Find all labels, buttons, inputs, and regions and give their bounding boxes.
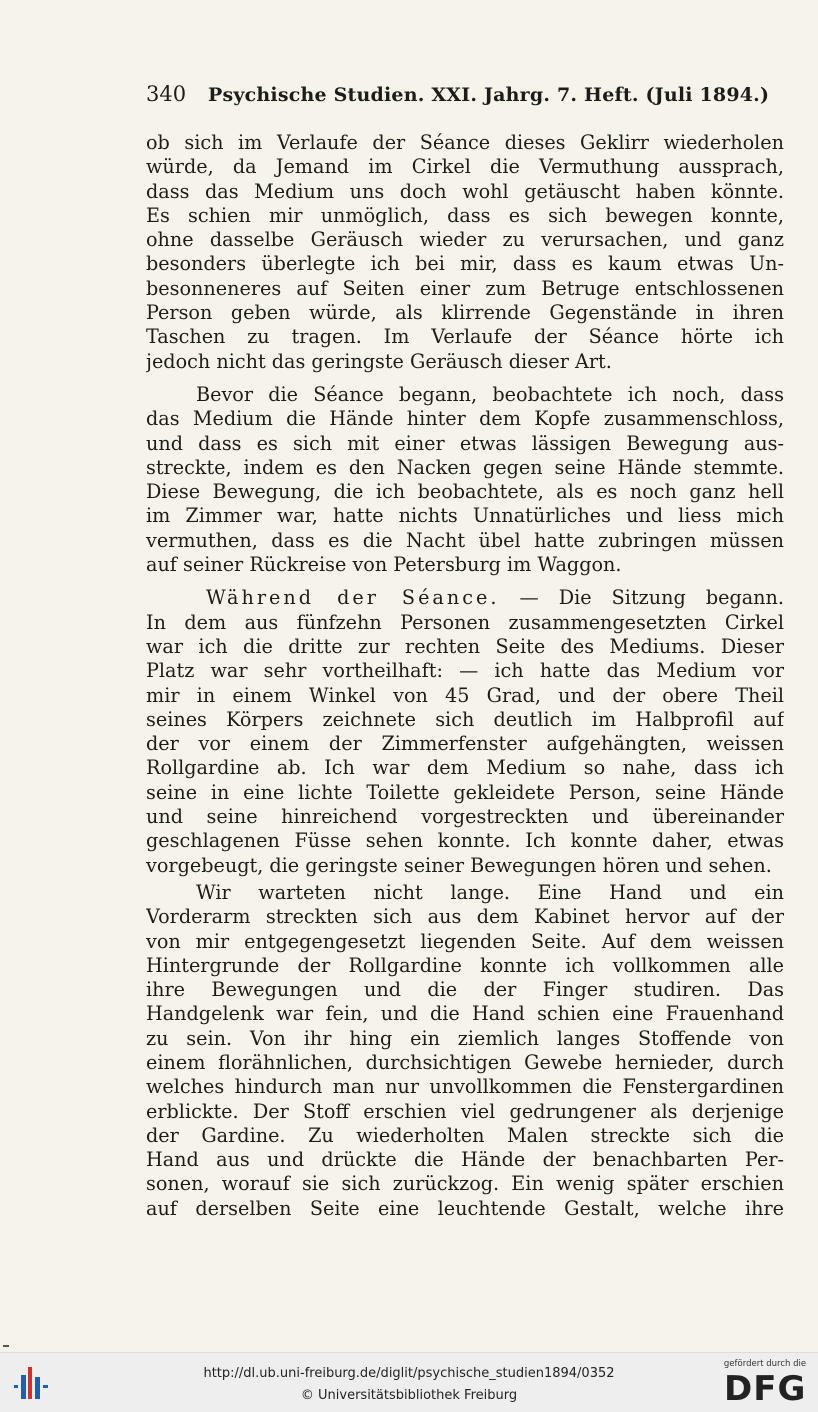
text-line: Hand aus und drückte die Hände der benachbarten Per- [146, 1148, 784, 1172]
text-line: In dem aus fünfzehn Personen zusammengesetzten Cirkel [146, 610, 784, 634]
text-line: Es schien mir unmöglich, dass es sich bewegen konnte, [146, 203, 784, 227]
text-line: Hintergrunde der Rollgardine konnte ich vollkommen alle [146, 953, 784, 977]
text-line: Platz war sehr vortheilhaft: — ich hatte das Medium vor [146, 659, 784, 683]
text-line: der Gardine. Zu wiederholten Malen streckte sich die [146, 1123, 784, 1147]
text-line: und seine hinreichend vorgestreckten und übereinander [146, 805, 784, 829]
document-url[interactable]: http://dl.ub.uni-freiburg.de/diglit/psychische_studien1894/0352 [203, 1366, 615, 1381]
text-line: ob sich im Verlaufe der Séance dieses Geklirr wiederholen [146, 131, 784, 154]
text-line: erblickte. Der Stoff erschien viel gedrungener als derjenige [146, 1099, 784, 1123]
section-heading: Während der Séance. [206, 586, 500, 610]
dfg-logo [718, 1359, 812, 1407]
section-heading-line [146, 586, 784, 610]
body-text [146, 131, 784, 1221]
viewer-footer [0, 1352, 818, 1412]
text-line: vorgebeugt, die geringste seiner Bewegungen hören und sehen. [146, 853, 772, 877]
text-line: — Die Sitzung begann. [519, 586, 784, 610]
text-line: Handgelenk war fein, und die Hand schien eine Frauenhand [146, 1002, 784, 1026]
page-number: 340 [146, 82, 187, 106]
text-line: das Medium die Hände hinter dem Kopfe zusammenschloss, [146, 407, 784, 431]
text-line: seines Körpers zeichnete sich deutlich im Halbprofil auf [146, 707, 784, 731]
text-line: sonen, worauf sie sich zurückzog. Ein wenig später erschien [146, 1172, 784, 1196]
text-line: streckte, indem es den Nacken gegen seine Hände stemmte. [146, 455, 784, 479]
text-line: Bevor die Séance begann, beobachtete ich noch, dass [196, 382, 784, 406]
running-header [146, 82, 786, 112]
text-line: welches hindurch man nur unvollkommen die Fenstergardinen [146, 1075, 784, 1099]
text-line: ihre Bewegungen und die der Finger studiren. Das [146, 978, 784, 1002]
text-line: dass das Medium uns doch wohl getäuscht haben könnte. [146, 179, 784, 203]
text-line: seine in eine lichte Toilette gekleidete Person, seine Hände [146, 780, 784, 804]
text-line: Rollgardine ab. Ich war dem Medium so nahe, dass ich [146, 756, 784, 780]
text-line: Taschen zu tragen. Im Verlaufe der Séance hörte ich [146, 325, 784, 349]
text-line: vermuthen, dass es die Nacht übel hatte zubringen müssen [146, 528, 784, 552]
text-line: auf derselben Seite eine leuchtende Gestalt, welche ihre [146, 1196, 784, 1220]
running-title: Psychische Studien. XXI. Jahrg. 7. Heft. (Juli 1894.) [208, 84, 770, 106]
text-line: war ich die dritte zur rechten Seite des Mediums. Dieser [146, 634, 784, 658]
text-line: mir in einem Winkel von 45 Grad, und der obere Theil [146, 683, 784, 707]
copyright-notice: © Universitätsbibliothek Freiburg [300, 1388, 518, 1403]
text-line: und dass es sich mit einer etwas lässigen Bewegung aus- [146, 431, 784, 455]
scan-edge-mark [3, 1345, 9, 1347]
text-line: Person geben würde, als klirrende Gegenstände in ihren [146, 301, 784, 325]
text-line: der vor einem der Zimmerfenster aufgehängten, weissen [146, 732, 784, 756]
dfg-mark: DFG [724, 1369, 807, 1409]
text-line: geschlagenen Füsse sehen konnte. Ich konnte daher, etwas [146, 829, 784, 853]
text-line: auf seiner Rückreise von Petersburg im Waggon. [146, 553, 622, 577]
text-line: Wir warteten nicht lange. Eine Hand und ein [196, 880, 784, 904]
text-line: von mir entgegengesetzt liegenden Seite. Auf dem weissen [146, 929, 784, 953]
text-line: besonders überlegte ich bei mir, dass es kaum etwas Un- [146, 252, 784, 276]
text-line: im Zimmer war, hatte nichts Unnatürliches und liess mich [146, 504, 784, 528]
text-line: jedoch nicht das geringste Geräusch dieser Art. [146, 349, 612, 373]
dfg-caption: gefördert durch die [723, 1359, 807, 1369]
text-line: Vorderarm streckten sich aus dem Kabinet hervor auf der [146, 905, 784, 929]
text-line: zu sein. Von ihr hing ein ziemlich langes Stoffende von [146, 1026, 784, 1050]
text-line: würde, da Jemand im Cirkel die Vermuthung aussprach, [146, 155, 784, 179]
text-line: einem florähnlichen, durchsichtigen Gewebe hernieder, durch [146, 1050, 784, 1074]
text-line: ohne dasselbe Geräusch wieder zu verursachen, und ganz [146, 228, 784, 252]
text-line: Diese Bewegung, die ich beobachtete, als es noch ganz hell [146, 480, 784, 504]
text-line: besonneneres auf Seiten einer zum Betruge entschlossenen [146, 276, 784, 300]
